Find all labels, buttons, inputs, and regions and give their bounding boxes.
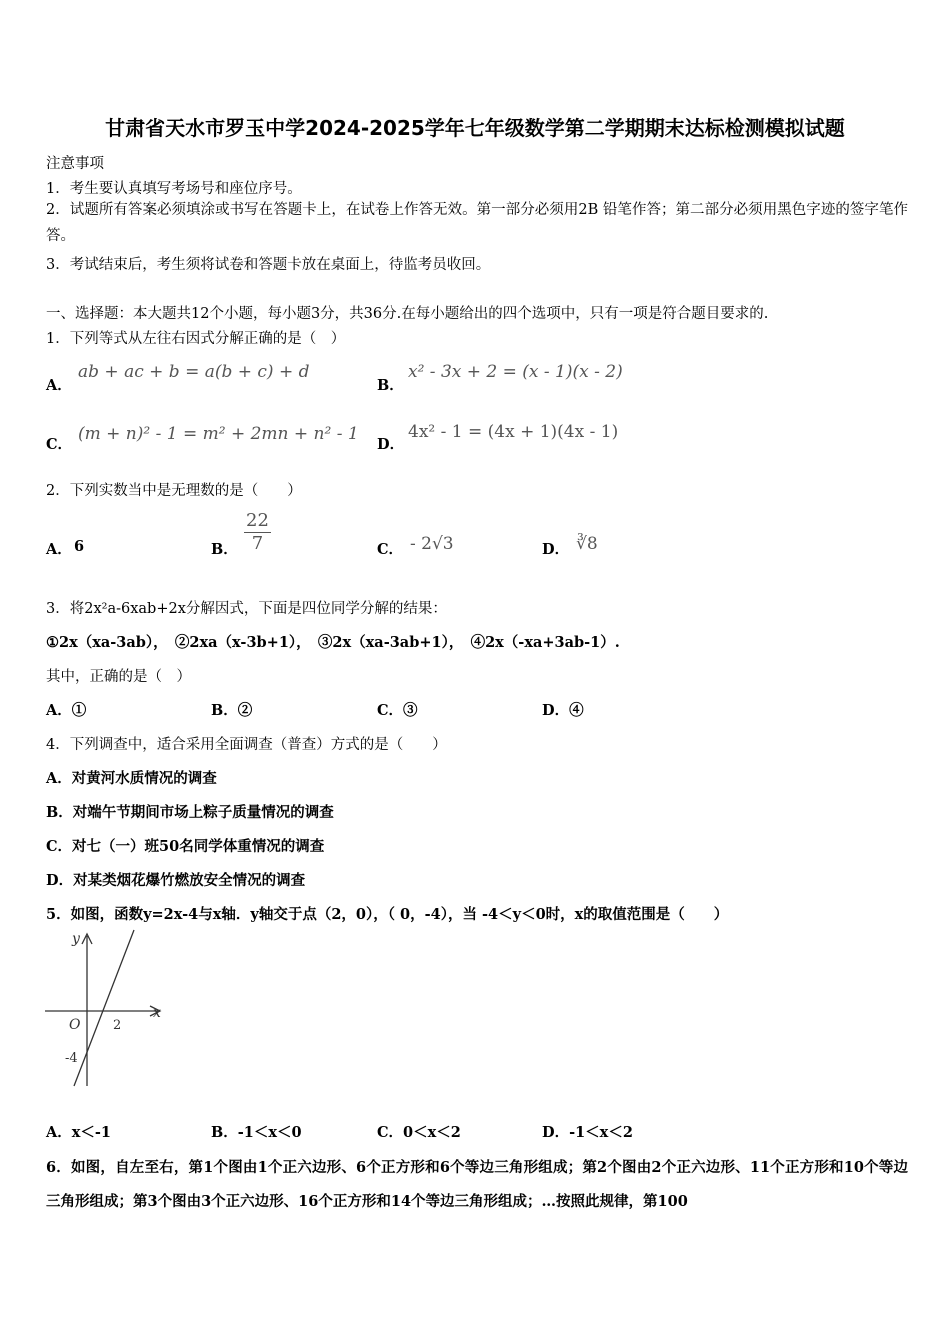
notice-item-3: 3．考试结束后，考生须将试卷和答题卡放在桌面上，待监考员收回。 (46, 257, 491, 273)
q1-option-c-expr: (m + n)² - 1 = m² + 2mn + n² - 1 (78, 424, 359, 444)
q5-option-b: B．-1＜x＜0 (211, 1124, 302, 1141)
q5-function-graph (40, 926, 170, 1091)
notice-item-2: 2．试题所有答案必须填涂或书写在答题卡上，在试卷上作答无效。第一部分必须用2B 铅笔作答；第二部分必须用黑色字迹的签字笔作答。 (46, 202, 908, 244)
page-title: 甘肃省天水市罗玉中学2024-2025学年七年级数学第二学期期末达标检测模拟试题 (105, 116, 845, 140)
q1-option-c-label: C． (46, 436, 73, 453)
q2-option-a-label: A． (46, 541, 72, 558)
x-axis-label: x (153, 1005, 161, 1021)
question-6-stem: 6．如图，自左至右，第1个图由1个正六边形、6个正方形和6个等边三角形组成；第2个图由2个正六边形、11个正方形和10个等边三角形组成；第3个图由3个正六边形、16个正方形和14个等边三角形组成；…按照此规律，第100 (46, 1159, 908, 1210)
q2-option-b-label: B． (211, 541, 238, 558)
q3-option-a: A．① (46, 702, 87, 719)
q3-option-d: D．④ (542, 702, 584, 719)
q4-option-c: C．对七（一）班50名同学体重情况的调查 (46, 838, 325, 855)
q2-option-d-label: D． (542, 541, 570, 558)
q3-ask: 其中，正确的是（ ） (46, 669, 191, 685)
q1-option-a-expr: ab + ac + b = a(b + c) + d (78, 362, 310, 382)
question-3-stem: 3．将2x²a-6xab+2x分解因式，下面是四位同学分解的结果： (46, 601, 447, 617)
q4-option-d: D．对某类烟花爆竹燃放安全情况的调查 (46, 872, 306, 889)
q5-option-c: C．0＜x＜2 (377, 1124, 461, 1141)
q3-results: ①2x（xa-3ab）， ②2xa（x-3b+1）， ③2x（xa-3ab+1）， ④2x（-xa+3ab-1）. (46, 634, 620, 651)
q4-option-b: B．对端午节期间市场上粽子质量情况的调查 (46, 804, 334, 821)
q1-option-b-label: B． (377, 377, 404, 394)
q2-option-d-expr: ∛8 (576, 534, 598, 554)
y-axis-label: y (72, 931, 80, 947)
x-intercept-label: 2 (113, 1018, 122, 1033)
q1-option-d-label: D． (377, 436, 405, 453)
q1-option-b-expr: x² - 3x + 2 = (x - 1)(x - 2) (408, 362, 623, 382)
function-line (74, 930, 134, 1086)
q1-option-a-label: A． (46, 377, 72, 394)
y-intercept-label: -4 (65, 1051, 78, 1066)
q2-option-b-fraction (244, 510, 271, 555)
q5-option-d: D．-1＜x＜2 (542, 1124, 633, 1141)
q2-option-c-label: C． (377, 541, 404, 558)
section-heading: 一、选择题：本大题共12个小题，每小题3分，共36分.在每小题给出的四个选项中，只有一项是符合题目要求的. (46, 306, 769, 322)
q2-option-c-expr: - 2√3 (410, 534, 454, 554)
q3-option-c: C．③ (377, 702, 418, 719)
q1-option-d-expr: 4x² - 1 = (4x + 1)(4x - 1) (408, 422, 619, 442)
q4-option-a: A．对黄河水质情况的调查 (46, 770, 217, 787)
question-1-stem: 1．下列等式从左往右因式分解正确的是（ ） (46, 331, 346, 347)
notice-item-1: 1．考生要认真填写考场号和座位序号。 (46, 181, 302, 197)
q3-option-b: B．② (211, 702, 253, 719)
question-5-stem: 5．如图，函数y=2x-4与x轴．y轴交于点（2，0），（ 0，-4），当 -4＜y＜0时，x的取值范围是（ ） (46, 906, 729, 923)
question-2-stem: 2．下列实数当中是无理数的是（ ） (46, 483, 302, 499)
q5-option-a: A．x＜-1 (46, 1124, 112, 1141)
origin-label: O (69, 1017, 81, 1033)
q2-option-a-value: 6 (74, 538, 85, 555)
fraction-denominator: 7 (251, 533, 264, 554)
question-4-stem: 4．下列调查中，适合采用全面调查（普查）方式的是（ ） (46, 737, 447, 753)
fraction-numerator: 22 (246, 510, 269, 531)
notice-heading: 注意事项 (46, 156, 104, 172)
